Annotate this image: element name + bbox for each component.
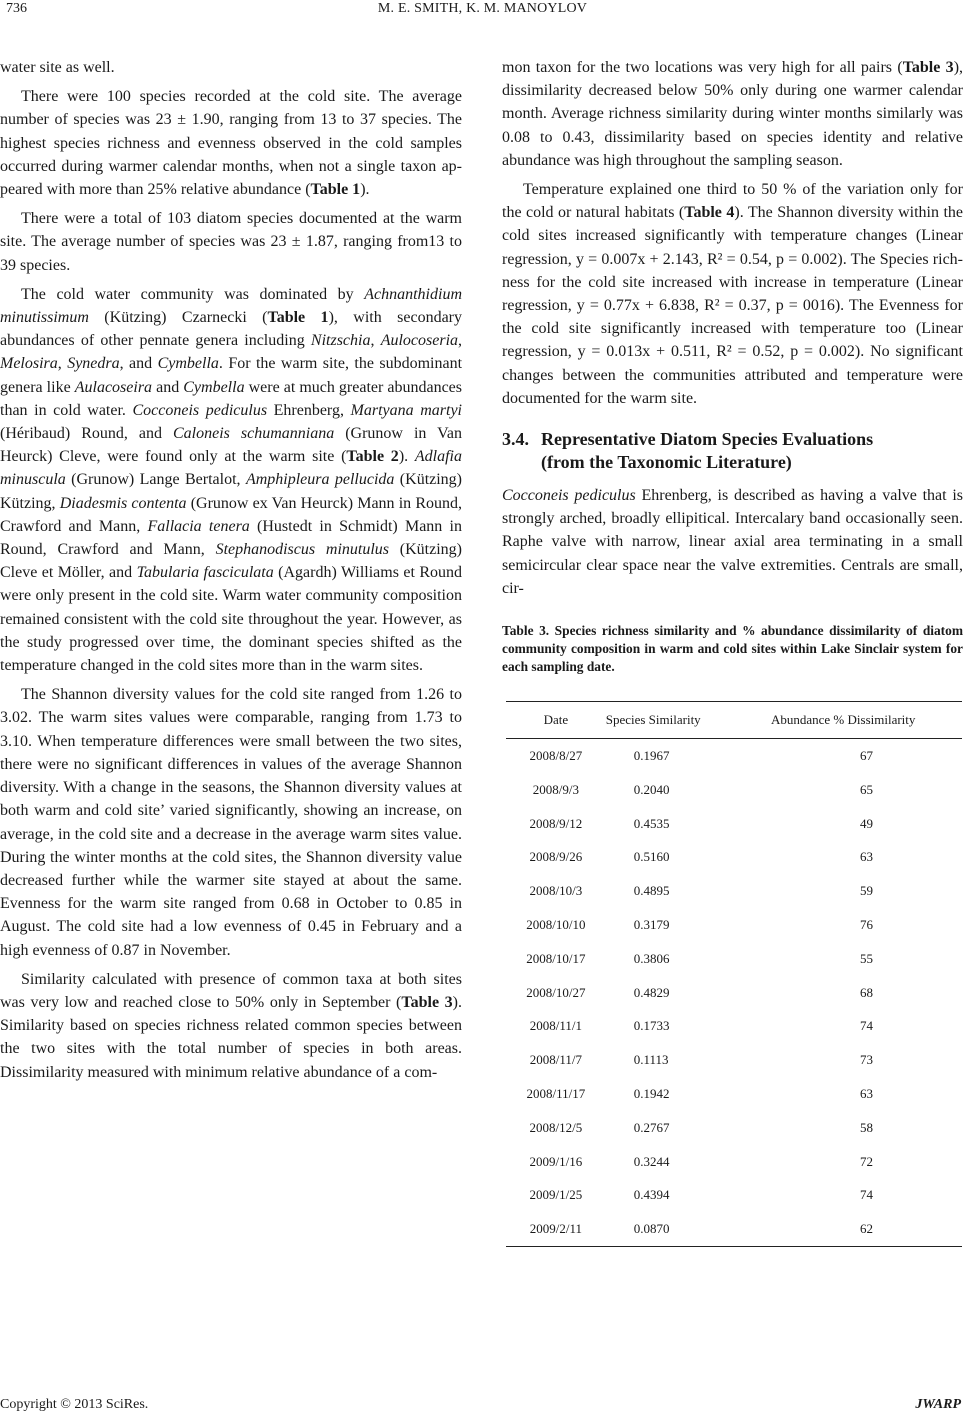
date-cell: 2008/9/12 [529, 815, 583, 831]
date-cell: 2008/11/7 [529, 1052, 582, 1068]
table-reference[interactable]: Table 3 [401, 993, 453, 1011]
dissimilarity-cell: 63 [859, 849, 873, 865]
table-row [506, 1009, 962, 1043]
copyright-notice: Copyright © 2013 SciRes. [0, 1397, 149, 1412]
table-reference[interactable]: Table 1 [310, 181, 361, 199]
date-cell: 2008/11/1 [529, 1018, 582, 1034]
dissimilarity-cell: 59 [859, 883, 873, 899]
running-head: M. E. SMITH, K. M. MANOYLOV [377, 1, 588, 16]
date-cell: 2008/10/27 [526, 984, 586, 1000]
dissimilarity-cell: 65 [859, 781, 873, 797]
paragraph: The Shannon diversity values for the cold site ranged from 1.26 to 3.02. The warm sites values were comparable, ranging from 1.73 to 3.10. When temperature differences were small between the two sites, there were no significant differences in values of the average Shannon diversity. With a change in the seasons, the Shannon diversity values at both warm and cold site’ varied significantly, showing an increase, on average, in the cold site and a decrease in the average warm sites value. During the winter months at the cold sites, the Shannon diversity value decreased further while the warmer site stayed at about the same. Evenness for the warm site ranged from 0.68 in October to 0.85 in August. The cold site had a low evenness of 0.45 in February and a high evenness of 0.87 in November. [0, 686, 462, 959]
table-row [506, 840, 962, 874]
dissimilarity-cell: 49 [859, 815, 873, 831]
table-row [506, 1212, 962, 1246]
table-reference[interactable]: Table 3 [902, 59, 954, 76]
table-row [506, 908, 962, 942]
date-cell: 2008/8/27 [529, 747, 583, 763]
paragraph: Temperature explained one third to 50 % of the variation only for the cold or natural habitats (Table 4). The Shannon diversity within the cold sites increased significantly with temperature changes (Linear regression, y = 0.007x + 2.143, R² = 0.54, p = 0.002). The Species richness for the cold site increased with increase in temperature (Linear regression, y = 0.77x + 6.838, R² = 0.37, p = 0016). The Evenness for the cold site significantly increased with temperature too (Linear regression, y = 0.013x + 0.511, R² = 0.52, p = 0.002). No significant changes between the communities attributed and temperature were documented for the warm site. [502, 181, 964, 407]
similarity-cell: 0.4895 [633, 883, 670, 899]
table-row [506, 975, 962, 1009]
similarity-cell: 0.1113 [633, 1052, 669, 1068]
table-reference[interactable]: Table 4 [684, 204, 735, 222]
column-header: Species Similarity [606, 701, 771, 738]
similarity-cell: 0.0870 [606, 1212, 771, 1246]
paragraph: Cocconeis pediculus Ehrenberg, is described as having a valve that is strongly arched, broadly ellipitical. Intercalary band occasionally seen. Raphe valve with narrow, linear axial area terminating in a small semicircular clear space near the valve extremities. Centrals are small, cir- [502, 487, 964, 597]
dissimilarity-cell: 74 [859, 1187, 873, 1203]
similarity-cell: 0.5160 [633, 849, 670, 865]
date-cell: 2008/10/17 [526, 950, 586, 966]
similarity-cell: 0.4535 [633, 815, 670, 831]
similarity-cell: 0.1733 [633, 1018, 670, 1034]
date-cell: 2008/11/17 [526, 1085, 586, 1101]
table-row [506, 874, 962, 908]
table-row [506, 1077, 962, 1111]
date-cell: 2009/1/16 [529, 1153, 583, 1169]
dissimilarity-cell: 67 [859, 747, 873, 763]
dissimilarity-cell: 72 [859, 1153, 873, 1169]
dissimilarity-cell: 68 [859, 984, 873, 1000]
column-header: Abundance % Dissimilarity [771, 701, 962, 738]
paragraph: mon taxon for the two locations was very high for all pairs (Table 3), dissimilarity decreased below 50% only during one warmer calendar month. Average richness similarity during winter months similarly was 0.08 to 0.43, dissimilarity based on species identity and relative abundance was high throughout the sampling season. [502, 59, 964, 169]
date-cell: 2009/1/25 [529, 1187, 583, 1203]
paragraph: Similarity calculated with presence of common taxa at both sites was very low and reached close to 50% only in September (Table 3). Similarity based on species richness related common species between the two sites with the total number of species in both areas. Dissimilarity measured with minimum relative abundance of a com- [0, 970, 462, 1081]
section-heading: 3.4. Representative Diatom Species Evaluations (from the Taxonomic Literature) [502, 429, 874, 473]
date-cell: 2008/12/5 [529, 1119, 583, 1135]
column-header: Date [506, 701, 606, 738]
dissimilarity-cell: 58 [859, 1119, 873, 1135]
dissimilarity-cell: 73 [859, 1052, 873, 1068]
similarity-cell: 0.2767 [633, 1119, 670, 1135]
table-row [506, 1110, 962, 1144]
right-column [502, 56, 963, 1247]
date-cell: 2008/9/3 [532, 781, 579, 797]
similarity-cell: 0.2040 [633, 781, 670, 797]
dissimilarity-cell: 76 [859, 916, 873, 932]
table-reference[interactable]: Table 2 [346, 448, 399, 466]
table-reference[interactable]: Table 1 [267, 309, 329, 327]
dissimilarity-cell: 63 [859, 1085, 873, 1101]
date-cell: 2008/9/26 [529, 849, 583, 865]
date-cell: 2008/10/10 [526, 916, 586, 932]
similarity-cell: 0.3806 [633, 950, 670, 966]
dissimilarity-cell: 62 [771, 1212, 962, 1246]
journal-abbreviation: JWARP [915, 1397, 961, 1412]
similarity-cell: 0.3179 [633, 916, 670, 932]
dissimilarity-cell: 74 [859, 1018, 873, 1034]
date-cell: 2008/10/3 [529, 883, 583, 899]
paragraph: There were 100 species recorded at the cold site. The average number of species was 23 ± 1.90, ranging from 13 to 37 species. The highest species richness and evenness observed in the cold samples occurred during warmer calendar months, when not a single taxon appeared with more than 25% relative abundance (Table 1). [0, 88, 462, 199]
table-row [506, 772, 962, 806]
table-caption: Table 3. Species richness similarity and % abundance dissimilarity of diatom community composition in warm and cold sites within Lake Sinclair system for each sampling date. [502, 623, 963, 675]
table-row [506, 1144, 962, 1178]
table-row [506, 941, 962, 975]
similarity-cell: 0.4829 [633, 984, 670, 1000]
table-header-row [506, 701, 962, 738]
table-row [506, 738, 962, 772]
table-row [506, 1178, 962, 1212]
similarity-cell: 0.1967 [633, 747, 670, 763]
paragraph: The cold water community was dominated by Achnanthidium minutissimum (Kützing) Czarnecki (Table 1), with secondary abundances of other pennate genera including Nitzschia, Aulocoseria, Melosira, Synedra, and Cymbella. For the warm site, the subdominant genera like Aulacoseira and Cymbella were at much greater abundances than in cold water. Cocconeis pediculus Ehrenberg, Martyana martyi (Héribaud) Round, and Caloneis schumanniana (Grunow in Van Heurck) Cleve, were found only at the warm site (Table 2). Adlafia minuscula (Grunow) Lange Bertalot, Amphipleura pellucida (Kützing) Kützing, Diadesmis contenta (Grunow ex Van Heurck) Mann in Round, Crawford and Mann, Fallacia tenera (Hustedt in Schmidt) Mann in Round, Crawford and Mann, Stephanodiscus minutulus (Kützing) Cleve et Möller, and Tabularia fasciculata (Agardh) Williams et Round were only present in the cold site. Warm water community composition remained consistent with the cold site throughout the year. However, as the study progressed over time, the dominant species shifted as the temperature changed in the cold sites more than in the warm sites. [0, 285, 463, 675]
page-header [0, 0, 965, 30]
table-row [506, 1043, 962, 1077]
similarity-cell: 0.4394 [633, 1187, 670, 1203]
page-number: 736 [6, 1, 27, 16]
data-table [506, 701, 962, 1247]
dissimilarity-cell: 55 [859, 950, 873, 966]
paragraph: There were a total of 103 diatom species documented at the warm site. The average number of species was 23 ± 1.87, ranging from13 to 39 species. [0, 210, 462, 274]
date-cell: 2009/2/11 [506, 1212, 606, 1246]
table-row [506, 806, 962, 840]
similarity-cell: 0.3244 [633, 1153, 670, 1169]
similarity-cell: 0.1942 [633, 1085, 670, 1101]
paragraph: water site as well. [0, 59, 115, 76]
left-column [0, 56, 462, 1090]
